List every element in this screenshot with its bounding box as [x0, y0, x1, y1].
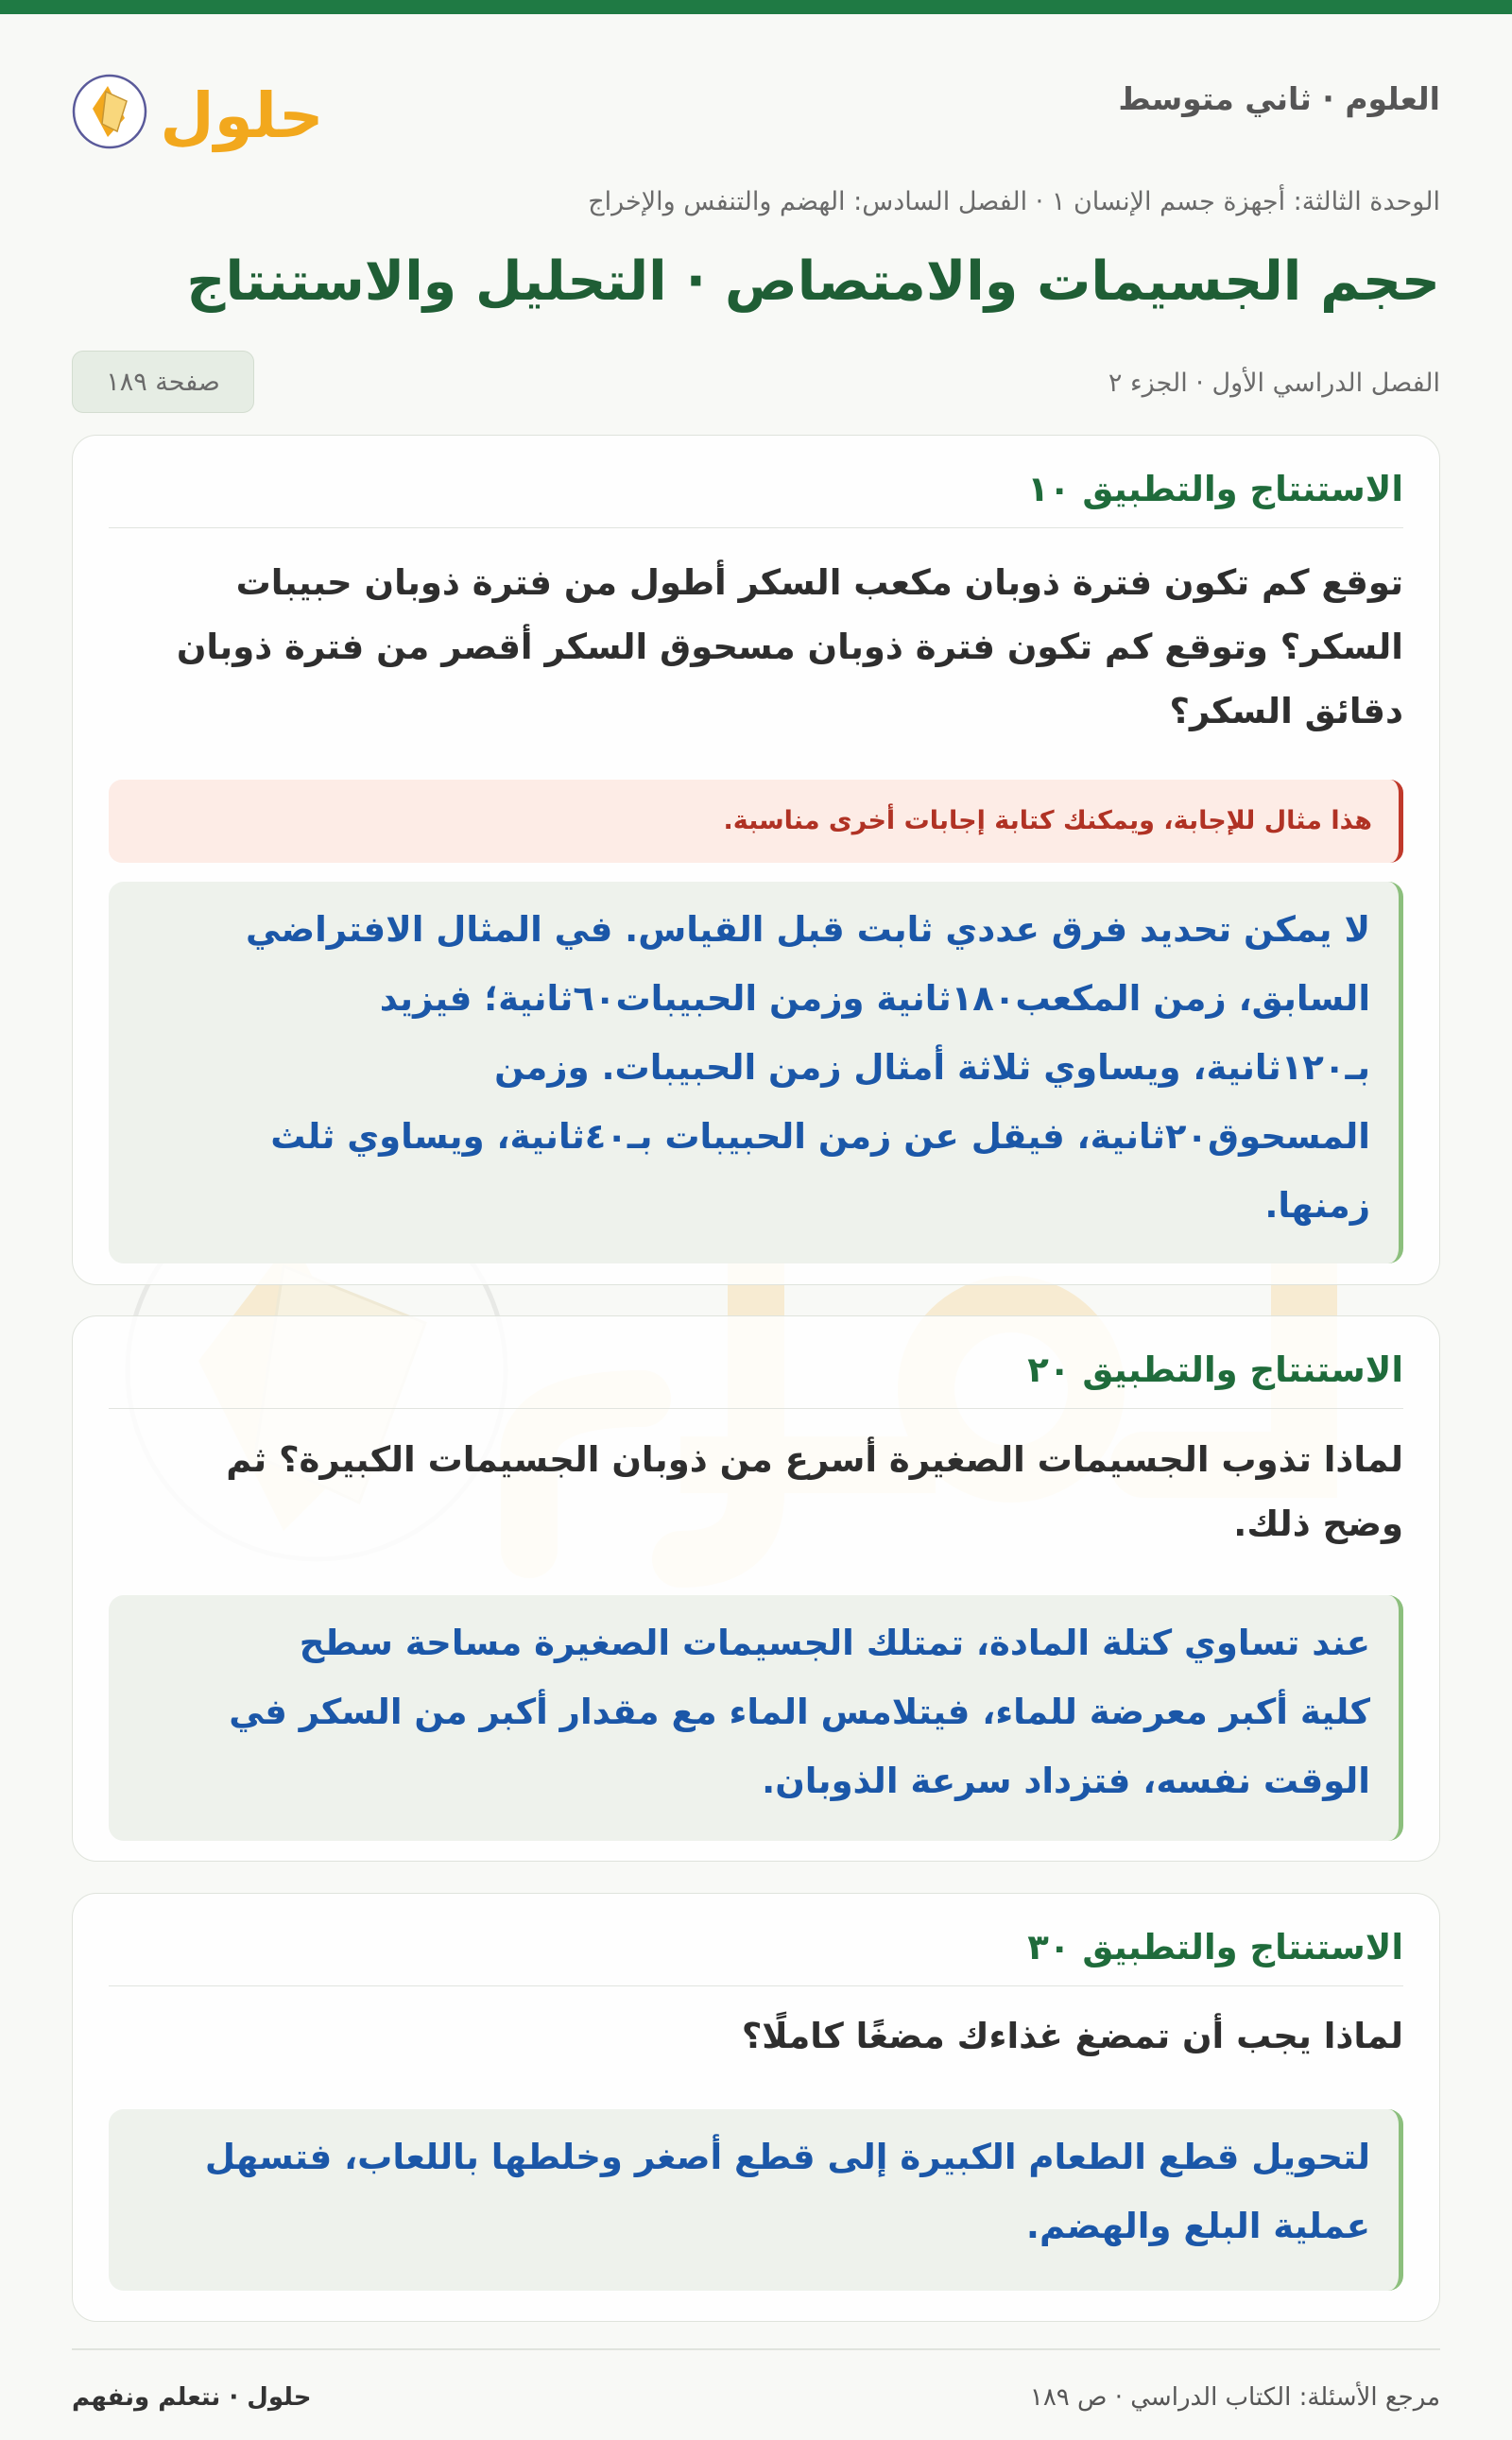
logo-text: حلول — [160, 79, 324, 152]
footer-divider — [72, 2348, 1440, 2350]
footer-brand: حلول · نتعلم ونفهم — [72, 2383, 312, 2412]
answer-line: عملية البلع والهضم. — [1025, 2206, 1370, 2246]
question-card-3 — [72, 1893, 1440, 2322]
question-card-2 — [72, 1315, 1440, 1862]
question-line: توقع كم تكون فترة ذوبان مكعب السكر أطول من فترة ذوبان حبيبات — [235, 562, 1403, 603]
answer-line: لتحويل قطع الطعام الكبيرة إلى قطع أصغر وخلطها باللعاب، فتسهل — [204, 2137, 1370, 2177]
answer-line: عند تساوي كتلة المادة، تمتلك الجسيمات الصغيرة مساحة سطح — [299, 1623, 1370, 1663]
question-text — [109, 2004, 1403, 2069]
footer-reference: مرجع الأسئلة: الكتاب الدراسي · ص ١٨٩ — [1029, 2383, 1440, 2412]
question-card-1 — [72, 435, 1440, 1285]
subject-label: العلوم · ثاني متوسط — [1118, 80, 1440, 117]
card-header — [109, 436, 1403, 528]
answer-line: المسحوق٢٠ثانية، فيقل عن زمن الحبيبات بـ٤٠ثانية، ويساوي ثلث — [270, 1116, 1370, 1157]
question-text — [109, 1428, 1403, 1556]
answer-line: كلية أكبر معرضة للماء، فيتلامس الماء مع مقدار أكبر من السكر في — [229, 1692, 1370, 1732]
question-line: دقائق السكر؟ — [1169, 691, 1403, 731]
answer-line: بـ١٢٠ثانية، ويساوي ثلاثة أمثال زمن الحبيبات. وزمن — [494, 1047, 1370, 1088]
card-title: الاستنتاج والتطبيق ٣٠ — [1027, 1927, 1403, 1967]
card-header — [109, 1316, 1403, 1409]
question-line: لماذا يجب أن تمضغ غذاءك مضغًا كاملًا؟ — [741, 2016, 1403, 2056]
card-title: الاستنتاج والتطبيق ١٠ — [1027, 469, 1403, 509]
page-title: حجم الجسيمات والامتصاص · التحليل والاستنتاج — [186, 250, 1440, 313]
question-line: السكر؟ وتوقع كم تكون فترة ذوبان مسحوق السكر أقصر من فترة ذوبان — [176, 627, 1403, 667]
semester-meta: الفصل الدراسي الأول · الجزء ٢ — [1108, 369, 1440, 398]
answer-box — [109, 2109, 1403, 2291]
logo[interactable] — [72, 50, 327, 163]
answer-line: السابق، زمن المكعب١٨٠ثانية وزمن الحبيبات٦٠ثانية؛ فيزيد — [379, 978, 1370, 1019]
question-line: وضح ذلك. — [1233, 1504, 1403, 1544]
card-header — [109, 1894, 1403, 1986]
answer-line: لا يمكن تحديد فرق عددي ثابت قبل القياس. في المثال الافتراضي — [245, 909, 1370, 950]
question-line: لماذا تذوب الجسيمات الصغيرة أسرع من ذوبان الجسيمات الكبيرة؟ ثم — [226, 1439, 1403, 1480]
answer-line: زمنها. — [1264, 1185, 1370, 1226]
question-text — [109, 551, 1403, 744]
example-answer-note: هذا مثال للإجابة، ويمكنك كتابة إجابات أخرى مناسبة. — [109, 780, 1403, 863]
breadcrumb: الوحدة الثالثة: أجهزة جسم الإنسان ١ · الفصل السادس: الهضم والتنفس والإخراج — [588, 187, 1440, 216]
header — [72, 14, 1440, 156]
top-accent-bar — [0, 0, 1512, 14]
page — [72, 14, 1440, 2412]
answer-box — [109, 882, 1403, 1263]
card-title: الاستنتاج والتطبيق ٢٠ — [1027, 1349, 1403, 1390]
answer-box — [109, 1595, 1403, 1841]
page-number-badge: صفحة ١٨٩ — [72, 351, 254, 413]
answer-line: الوقت نفسه، فتزداد سرعة الذوبان. — [762, 1761, 1370, 1801]
